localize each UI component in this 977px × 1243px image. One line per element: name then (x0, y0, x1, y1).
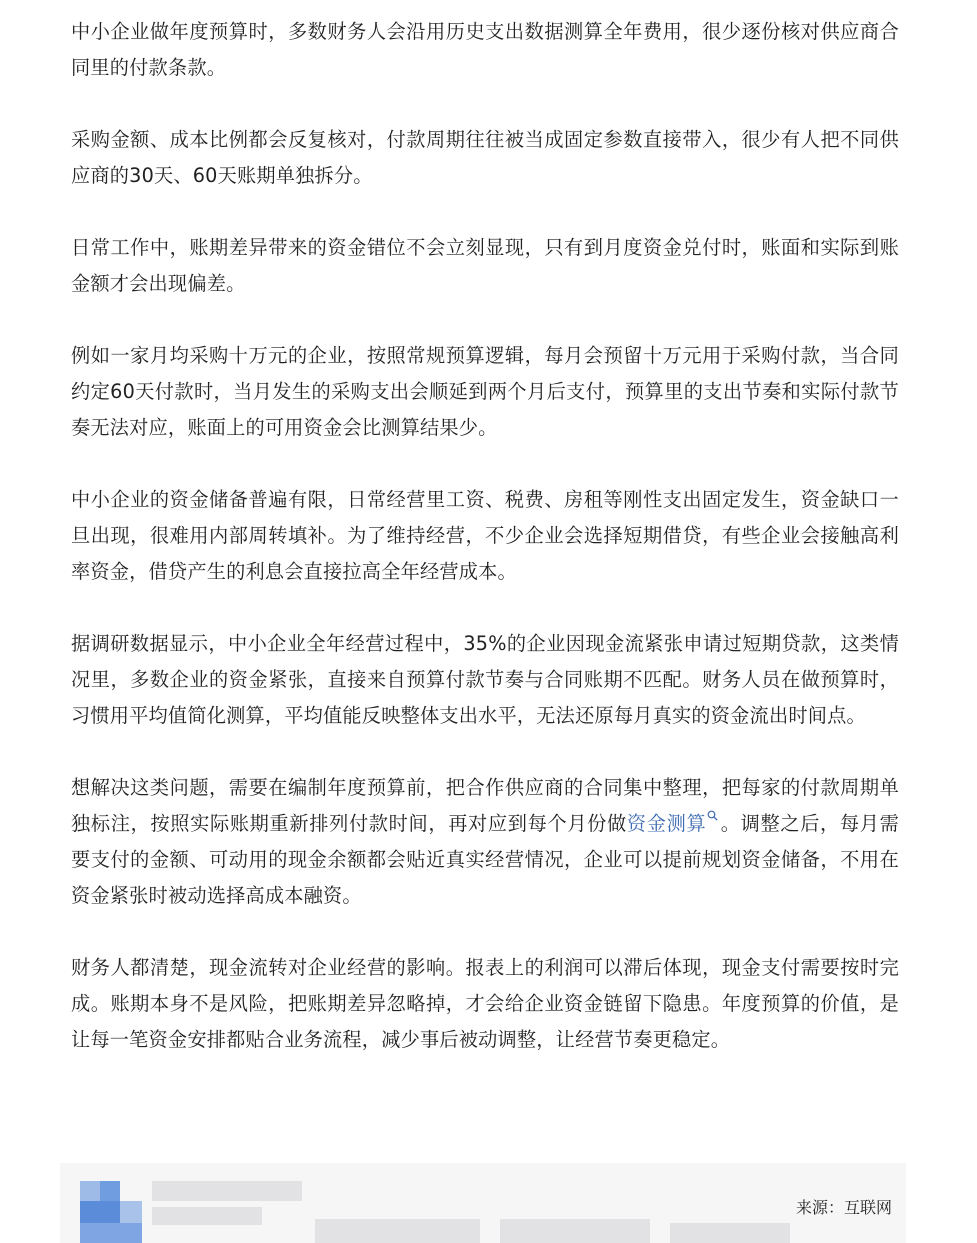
paragraph-5: 中小企业的资金储备普遍有限，日常经营里工资、税费、房租等刚性支出固定发生，资金缺口一旦出现，很难用内部周转填补。为了维持经营，不少企业会选择短期借贷，有些企业会接触高利率资金，借贷产生的利息会直接拉高全年经营成本。 (71, 488, 899, 583)
paragraph-1: 中小企业做年度预算时，多数财务人会沿用历史支出数据测算全年费用，很少逐份核对供应商合同里的付款条款。 (71, 20, 899, 79)
blurred-text-block-2 (500, 1219, 650, 1243)
blurred-author-name (152, 1181, 302, 1201)
paragraph-7 (71, 770, 899, 914)
paragraph-4: 例如一家月均采购十万元的企业，按照常规预算逻辑，每月会预留十万元用于采购付款，当合同约定60天付款时，当月发生的采购支出会顺延到两个月后支付，预算里的支出节奏和实际付款节奏无法对应，账面上的可用资金会比测算结果少。 (71, 344, 899, 439)
paragraph-6: 据调研数据显示，中小企业全年经营过程中，35%的企业因现金流紧张申请过短期贷款，这类情况里，多数企业的资金紧张，直接来自预算付款节奏与合同账期不匹配。财务人员在做预算时，习惯用平均值简化测算，平均值能反映整体支出水平，无法还原每月真实的资金流出时间点。 (71, 632, 899, 727)
paragraph-2: 采购金额、成本比例都会反复核对，付款周期往往被当成固定参数直接带入，很少有人把不同供应商的30天、60天账期单独拆分。 (71, 128, 899, 187)
blurred-text-block-1 (315, 1219, 480, 1243)
source-card (60, 1163, 906, 1243)
blurred-author-meta (152, 1207, 262, 1225)
blurred-text-block-3 (670, 1223, 790, 1243)
source-label: 来源：互联网 (795, 1198, 892, 1217)
blurred-avatar (80, 1181, 142, 1243)
fund-calculation-link[interactable] (627, 812, 720, 835)
paragraph-7-text-before: 想解决这类问题，需要在编制年度预算前，把合作供应商的合同集中整理，把每家的付款周期单独标注，按照实际账期重新排列付款时间，再对应到每个月份做 (71, 776, 899, 835)
paragraph-7-text-after: 。调整之后，每月需要支付的金额、可动用的现金余额都会贴近真实经营情况，企业可以提前规划资金储备，不用在资金紧张时被动选择高成本融资。 (71, 812, 899, 907)
article-body (71, 14, 899, 1058)
paragraph-3: 日常工作中，账期差异带来的资金错位不会立刻显现，只有到月度资金兑付时，账面和实际到账金额才会出现偏差。 (71, 236, 899, 295)
search-icon (707, 810, 718, 824)
fund-calculation-link-label: 资金测算 (626, 812, 707, 835)
paragraph-8: 财务人都清楚，现金流转对企业经营的影响。报表上的利润可以滞后体现，现金支付需要按时完成。账期本身不是风险，把账期差异忽略掉，才会给企业资金链留下隐患。年度预算的价值，是让每一笔资金安排都贴合业务流程，减少事后被动调整，让经营节奏更稳定。 (71, 956, 899, 1051)
